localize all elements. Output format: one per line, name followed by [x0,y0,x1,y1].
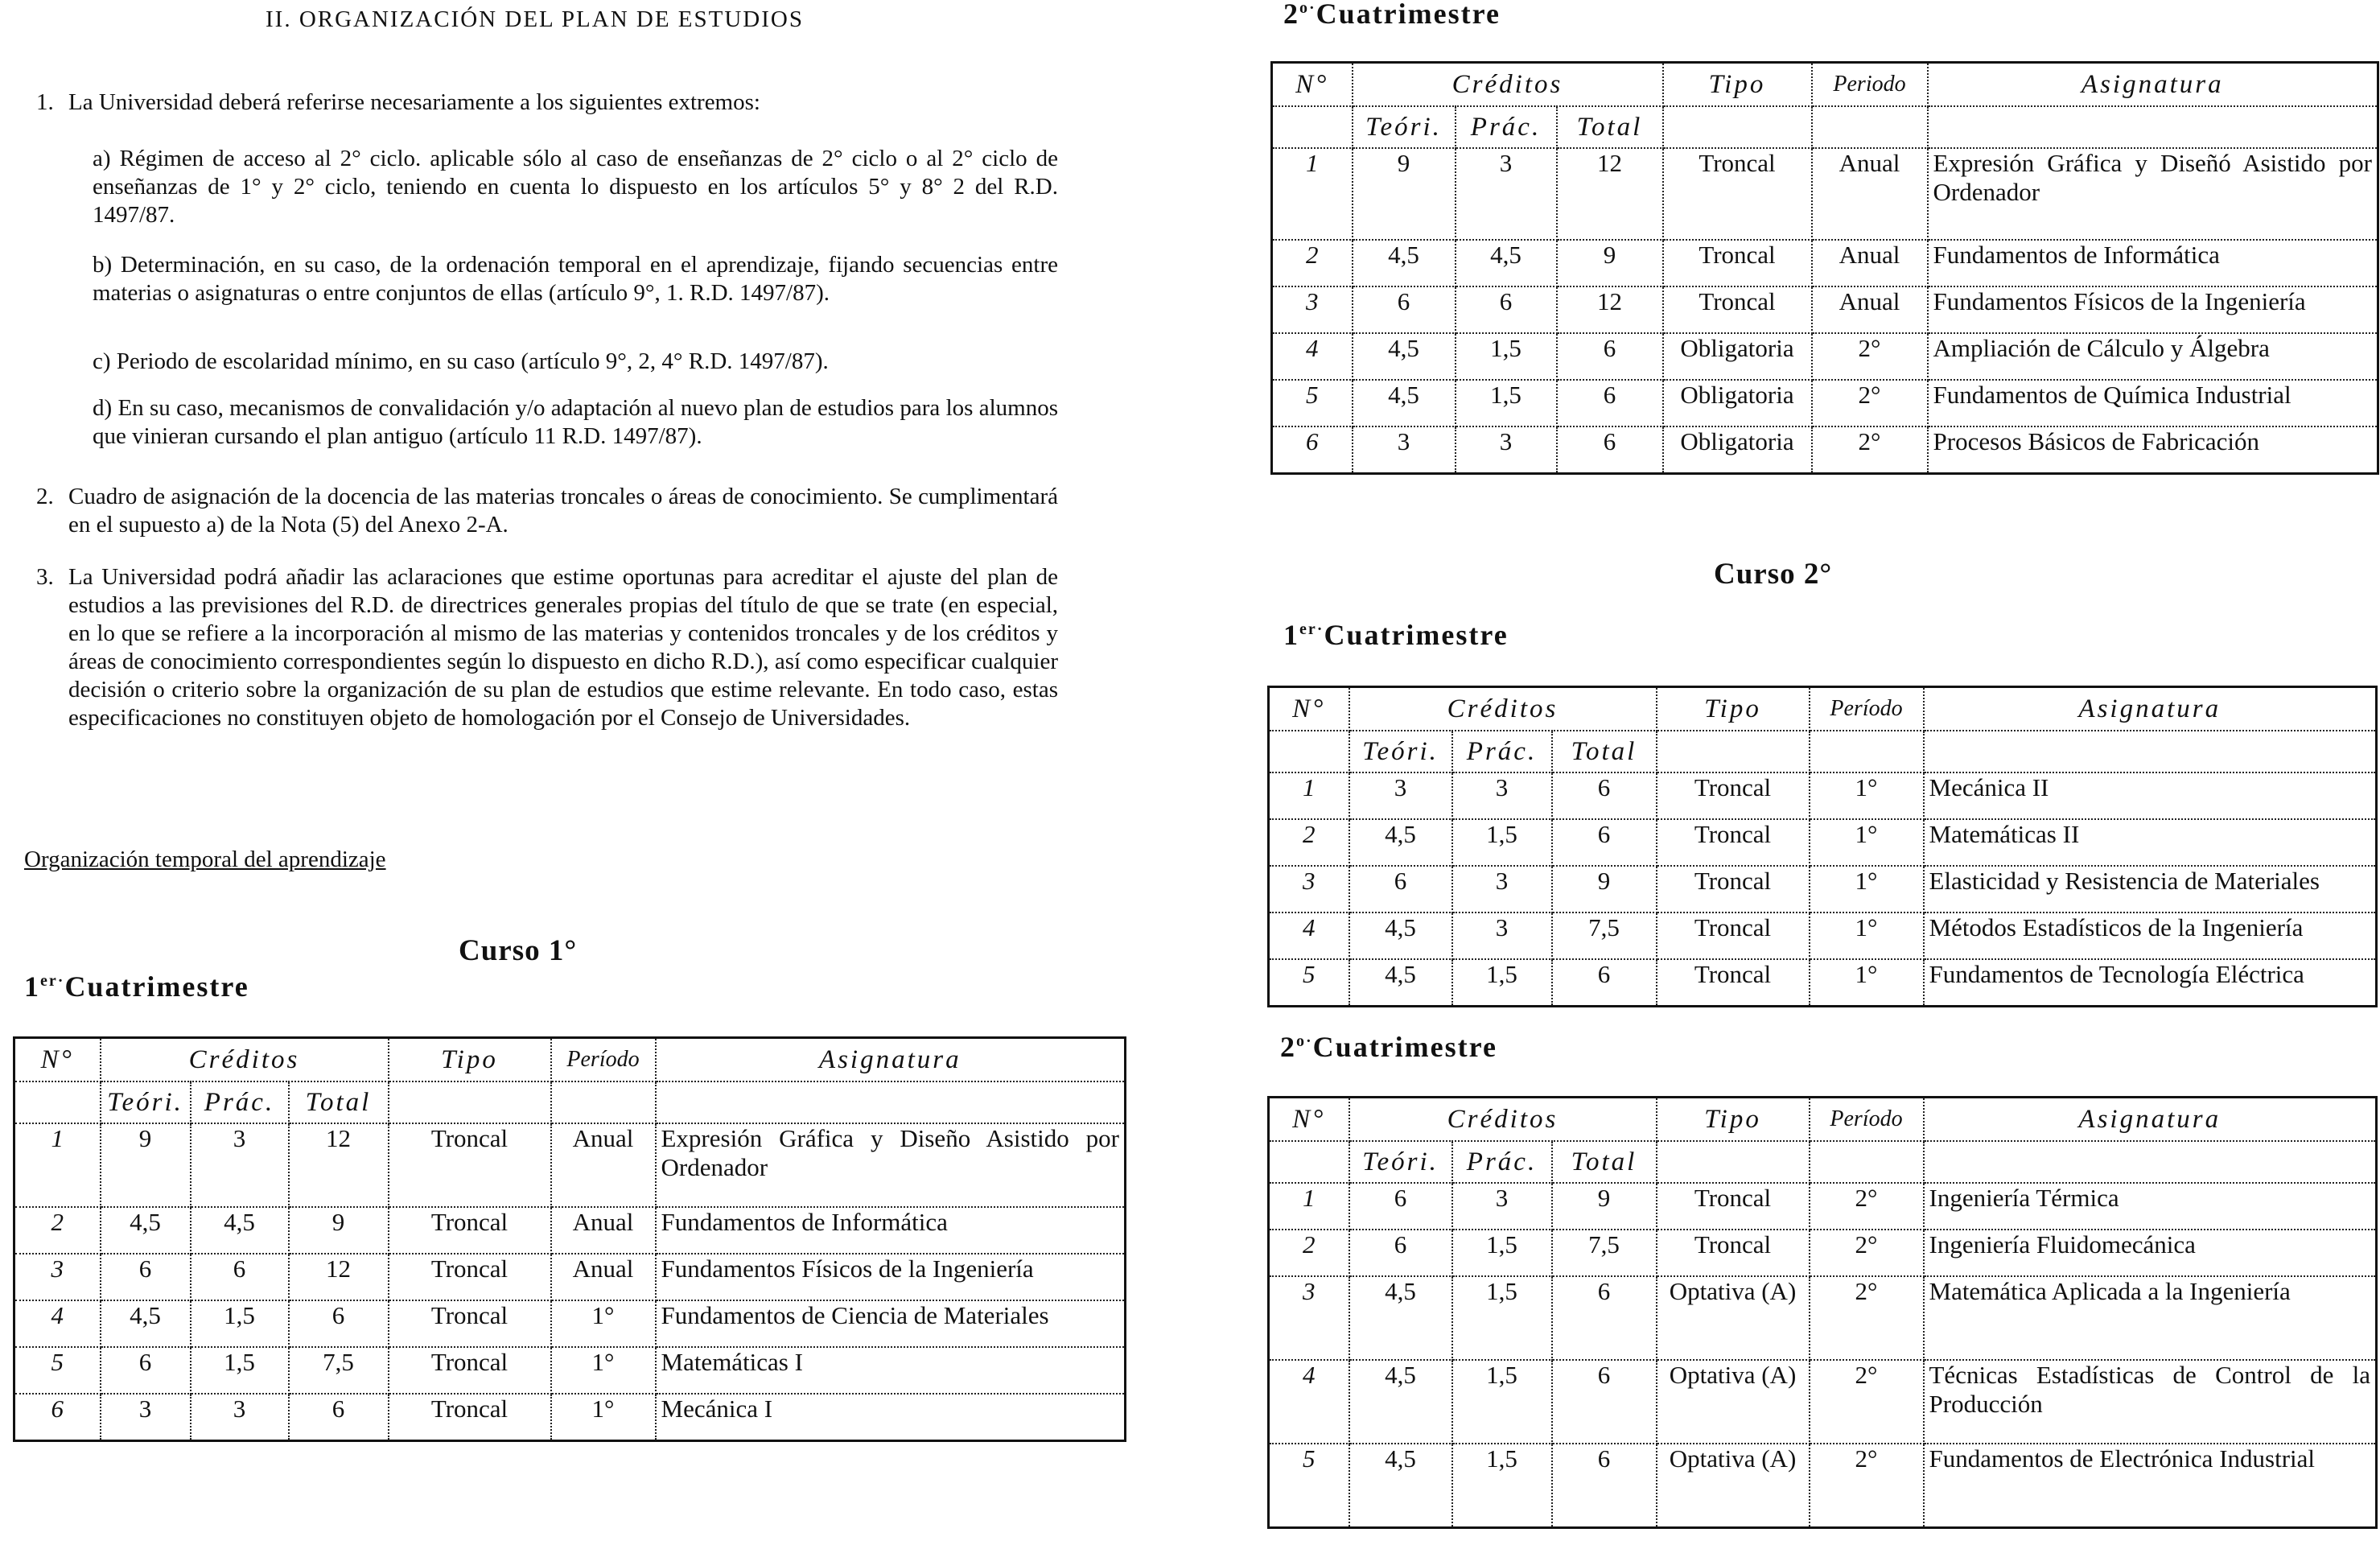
header-n: N° [1269,1098,1349,1142]
cell-n: 2 [14,1207,101,1254]
header-row [14,1038,1126,1082]
header-blank [1810,731,1924,772]
cell-periodo: Anual [551,1123,656,1207]
item-2 [36,483,1058,539]
table-row [1269,913,2377,959]
table-row [1272,240,2378,286]
header-tipo: Tipo [1657,1098,1810,1142]
table-row [1269,819,2377,866]
cell-prac: 1,5 [1456,380,1557,426]
cell-n: 1 [1269,1183,1349,1230]
cell-teori: 4,5 [1349,1360,1452,1444]
item-3 [36,563,1058,732]
cell-periodo: 2° [1810,1360,1924,1444]
table-row [1269,959,2377,1007]
cell-n: 2 [1269,819,1349,866]
cell-prac: 3 [1456,148,1557,240]
cell-n: 5 [1272,380,1353,426]
header-tipo: Tipo [1663,63,1812,107]
cell-periodo: 2° [1810,1230,1924,1276]
cell-total: 6 [289,1300,389,1347]
header-blank [1272,106,1353,148]
cell-asignatura: Expresión Gráfica y Diseñó Asistido por Ordenador [1928,148,2378,240]
header-blank [1657,1141,1810,1183]
cell-asignatura: Fundamentos de Informática [1928,240,2378,286]
subheader-row [1269,731,2377,772]
cell-tipo: Troncal [389,1254,551,1300]
cell-periodo: 2° [1812,333,1928,380]
cell-prac: 3 [1452,866,1552,913]
cell-tipo: Troncal [1657,1183,1810,1230]
table-row [1272,426,2378,474]
cell-periodo: Anual [551,1254,656,1300]
cell-prac: 3 [191,1123,289,1207]
table-row [1272,148,2378,240]
organizacion-link: Organización temporal del aprendizaje [24,847,386,872]
subheader-row [14,1081,1126,1123]
cell-tipo: Troncal [1657,866,1810,913]
cell-periodo: 1° [1810,913,1924,959]
cell-tipo: Troncal [389,1394,551,1441]
cell-tipo: Troncal [1657,819,1810,866]
header-blank [1924,1141,2377,1183]
table-row [1269,1360,2377,1444]
header-prac: Prác. [1456,106,1557,148]
cell-asignatura: Mecánica I [656,1394,1126,1441]
cell-prac: 6 [1456,286,1557,333]
cell-teori: 4,5 [1353,380,1456,426]
header-total: Total [1552,731,1657,772]
cell-periodo: 2° [1810,1183,1924,1230]
item-number: 1. [36,89,54,115]
cell-tipo: Troncal [1657,772,1810,819]
cell-tipo: Troncal [1663,286,1812,333]
cell-prac: 3 [1452,772,1552,819]
cell-tipo: Obligatoria [1663,380,1812,426]
cell-asignatura: Matemáticas II [1924,819,2377,866]
header-periodo: Período [1810,687,1924,731]
cell-prac: 3 [1456,426,1557,474]
cell-teori: 4,5 [1353,240,1456,286]
cell-asignatura: Procesos Básicos de Fabricación [1928,426,2378,474]
cell-n: 3 [1269,866,1349,913]
cell-asignatura: Elasticidad y Resistencia de Materiales [1924,866,2377,913]
cell-n: 4 [1269,913,1349,959]
cell-total: 6 [1552,819,1657,866]
cell-periodo: 2° [1812,380,1928,426]
cell-teori: 6 [1349,1230,1452,1276]
cell-periodo: Anual [1812,240,1928,286]
cell-prac: 1,5 [1452,1230,1552,1276]
header-teori: Teóri. [101,1081,191,1123]
cell-periodo: Anual [1812,286,1928,333]
header-asignatura: Asignatura [1928,63,2378,107]
cell-n: 4 [1272,333,1353,380]
cell-n: 5 [1269,1444,1349,1528]
header-asignatura: Asignatura [1924,1098,2377,1142]
header-blank [1269,731,1349,772]
cell-total: 6 [289,1394,389,1441]
cell-n: 5 [14,1347,101,1394]
header-creditos: Créditos [101,1038,389,1082]
cell-total: 9 [289,1207,389,1254]
cell-total: 9 [1557,240,1663,286]
header-asignatura: Asignatura [1924,687,2377,731]
header-row [1269,687,2377,731]
header-n: N° [1272,63,1353,107]
cell-teori: 4,5 [1349,913,1452,959]
cell-periodo: 1° [551,1394,656,1441]
cell-total: 7,5 [1552,913,1657,959]
cell-teori: 6 [1353,286,1456,333]
cell-asignatura: Matemáticas I [656,1347,1126,1394]
item-1 [36,89,1058,117]
cell-prac: 1,5 [191,1347,289,1394]
header-row [1272,63,2378,107]
cell-tipo: Troncal [389,1347,551,1394]
cell-prac: 3 [191,1394,289,1441]
cell-total: 6 [1552,772,1657,819]
header-creditos: Créditos [1353,63,1663,107]
item-1c: c) Periodo de escolaridad mínimo, en su caso (artículo 9°, 2, 4° R.D. 1497/87). [93,348,829,374]
cell-asignatura: Ampliación de Cálculo y Álgebra [1928,333,2378,380]
cell-asignatura: Fundamentos de Ciencia de Materiales [656,1300,1126,1347]
table-row [14,1207,1126,1254]
cell-prac: 1,5 [1452,819,1552,866]
header-blank [1924,731,2377,772]
table-row [1269,1276,2377,1360]
header-total: Total [1557,106,1663,148]
cell-total: 9 [1552,1183,1657,1230]
cell-periodo: 2° [1810,1276,1924,1360]
cell-total: 12 [289,1254,389,1300]
cell-asignatura: Expresión Gráfica y Diseño Asistido por Ordenador [656,1123,1126,1207]
header-blank [1663,106,1812,148]
cell-periodo: 1° [551,1347,656,1394]
cell-teori: 6 [1349,1183,1452,1230]
cell-asignatura: Mecánica II [1924,772,2377,819]
cell-asignatura: Fundamentos Físicos de la Ingeniería [1928,286,2378,333]
cell-total: 12 [1557,148,1663,240]
cell-asignatura: Fundamentos de Química Industrial [1928,380,2378,426]
header-teori: Teóri. [1349,1141,1452,1183]
cell-periodo: 1° [1810,866,1924,913]
table-row [14,1123,1126,1207]
cell-prac: 3 [1452,1183,1552,1230]
cell-total: 6 [1557,426,1663,474]
header-total: Total [1552,1141,1657,1183]
header-total: Total [289,1081,389,1123]
header-creditos: Créditos [1349,1098,1657,1142]
cell-total: 12 [1557,286,1663,333]
header-tipo: Tipo [1657,687,1810,731]
table-row [1272,286,2378,333]
cell-prac: 1,5 [1452,1444,1552,1528]
cell-n: 2 [1269,1230,1349,1276]
cell-periodo: 2° [1812,426,1928,474]
cell-teori: 4,5 [1349,959,1452,1007]
cell-teori: 3 [1353,426,1456,474]
header-blank [551,1081,656,1123]
cell-n: 4 [14,1300,101,1347]
table-curso1-cuat1 [13,1036,1126,1442]
table-row [1272,333,2378,380]
cell-teori: 4,5 [1353,333,1456,380]
cell-tipo: Obligatoria [1663,333,1812,380]
cell-teori: 6 [101,1347,191,1394]
item-1b: b) Determinación, en su caso, de la ordenación temporal en el aprendizaje, fijando secuencias entre materias o asignaturas o entre conjuntos de ellas (artículo 9°, 1. R.D. 1497/87). [93,252,1058,306]
cell-total: 7,5 [1552,1230,1657,1276]
table-row [1269,772,2377,819]
cell-tipo: Troncal [1663,148,1812,240]
header-blank [656,1081,1126,1123]
item-number: 2. [36,484,54,509]
header-blank [1269,1141,1349,1183]
cell-tipo: Troncal [389,1123,551,1207]
cell-periodo: 1° [1810,772,1924,819]
cell-total: 7,5 [289,1347,389,1394]
cell-n: 1 [14,1123,101,1207]
cell-teori: 9 [101,1123,191,1207]
cell-teori: 3 [101,1394,191,1441]
header-teori: Teóri. [1349,731,1452,772]
table-curso2-cuat1 [1267,686,2378,1007]
header-periodo: Periodo [1812,63,1928,107]
cell-tipo: Optativa (A) [1657,1276,1810,1360]
cell-n: 2 [1272,240,1353,286]
cell-prac: 1,5 [1452,1360,1552,1444]
cell-total: 6 [1557,333,1663,380]
cell-prac: 3 [1452,913,1552,959]
item-number: 3. [36,564,54,590]
curso1-cuat1-title: $1^{er\cdot}Cuatrimestre$ [24,970,249,1003]
cell-periodo: 1° [551,1300,656,1347]
cell-asignatura: Fundamentos de Informática [656,1207,1126,1254]
cell-tipo: Troncal [1663,240,1812,286]
item-text: La Universidad podrá añadir las aclaraciones que estime oportunas para acreditar el ajuste del plan de estudios a las previsiones del R.D. de directrices generales propias del título de que se trate (en especial, en lo que se refiere a la incorporación al mismo de las materias y contenidos troncales y de los créditos y áreas de conocimiento correspondientes según lo dispuesto en dicho R.D.), así como especificar cualquier decisión o criterio sobre la organización de su plan de estudios que estime relevante. En todo caso, estas especificaciones no constituyen objeto de homologación por el Consejo de Universidades. [68,564,1058,731]
cell-tipo: Troncal [389,1207,551,1254]
cell-prac: 1,5 [1452,959,1552,1007]
cell-n: 5 [1269,959,1349,1007]
cell-asignatura: Ingeniería Térmica [1924,1183,2377,1230]
table-row [1269,866,2377,913]
header-n: N° [14,1038,101,1082]
cell-total: 6 [1552,1444,1657,1528]
cell-n: 3 [1269,1276,1349,1360]
header-n: N° [1269,687,1349,731]
item-text: Cuadro de asignación de la docencia de las materias troncales o áreas de conocimiento. Se cumplimentará en el supuesto a) de la Nota (5) del Anexo 2-A. [68,484,1058,538]
cell-n: 1 [1272,148,1353,240]
cell-teori: 4,5 [1349,1276,1452,1360]
cell-periodo: 1° [1810,959,1924,1007]
subheader-row [1272,106,2378,148]
subheader-row [1269,1141,2377,1183]
cell-total: 6 [1552,1276,1657,1360]
table-curso2-cuat2 [1267,1096,2378,1529]
cell-teori: 4,5 [101,1300,191,1347]
cell-n: 3 [1272,286,1353,333]
header-prac: Prác. [191,1081,289,1123]
cell-teori: 6 [101,1254,191,1300]
table-row [14,1394,1126,1441]
curso-2-title: Curso 2° [1714,558,1833,591]
header-prac: Prác. [1452,1141,1552,1183]
header-blank [389,1081,551,1123]
cell-n: 4 [1269,1360,1349,1444]
header-creditos: Créditos [1349,687,1657,731]
cell-n: 6 [14,1394,101,1441]
cell-tipo: Optativa (A) [1657,1360,1810,1444]
cell-tipo: Optativa (A) [1657,1444,1810,1528]
cell-total: 12 [289,1123,389,1207]
item-1a: a) Régimen de acceso al 2° ciclo. aplicable sólo al caso de enseñanzas de 2° ciclo o al 2° ciclo de enseñanzas de 1° y 2° ciclo, teniendo en cuenta lo dispuesto en los artículos 5° y 8° 2 del R.D. 1497/87. [93,146,1058,228]
cell-teori: 6 [1349,866,1452,913]
cell-asignatura: Ingeniería Fluidomecánica [1924,1230,2377,1276]
header-blank [1928,106,2378,148]
header-teori: Teóri. [1353,106,1456,148]
cell-tipo: Troncal [1657,913,1810,959]
cell-total: 9 [1552,866,1657,913]
cell-periodo: 2° [1810,1444,1924,1528]
item-text: La Universidad deberá referirse necesariamente a los siguientes extremos: [68,89,760,115]
header-row [1269,1098,2377,1142]
cell-teori: 4,5 [101,1207,191,1254]
cell-total: 6 [1552,959,1657,1007]
cell-total: 6 [1552,1360,1657,1444]
header-blank [1810,1141,1924,1183]
cell-asignatura: Métodos Estadísticos de la Ingeniería [1924,913,2377,959]
cell-asignatura: Técnicas Estadísticas de Control de la Producción [1924,1360,2377,1444]
cell-prac: 4,5 [191,1207,289,1254]
curso1-cuat2-title: $2^{o\cdot}Cuatrimestre$ [1283,0,1501,30]
table-row [1269,1444,2377,1528]
cell-n: 1 [1269,772,1349,819]
table-row [1269,1230,2377,1276]
cell-prac: 1,5 [191,1300,289,1347]
table-row [14,1254,1126,1300]
cell-teori: 3 [1349,772,1452,819]
header-periodo: Período [551,1038,656,1082]
cell-tipo: Troncal [1657,1230,1810,1276]
cell-prac: 4,5 [1456,240,1557,286]
cell-total: 6 [1557,380,1663,426]
header-tipo: Tipo [389,1038,551,1082]
cell-tipo: Troncal [1657,959,1810,1007]
curso-1-title: Curso 1° [459,934,578,967]
cell-asignatura: Fundamentos de Tecnología Eléctrica [1924,959,2377,1007]
section-heading: II. ORGANIZACIÓN DEL PLAN DE ESTUDIOS [266,6,804,32]
table-row [14,1347,1126,1394]
cell-asignatura: Matemática Aplicada a la Ingeniería [1924,1276,2377,1360]
cell-periodo: 1° [1810,819,1924,866]
cell-n: 6 [1272,426,1353,474]
cell-prac: 6 [191,1254,289,1300]
header-prac: Prác. [1452,731,1552,772]
cell-teori: 9 [1353,148,1456,240]
cell-teori: 4,5 [1349,1444,1452,1528]
item-1d: d) En su caso, mecanismos de convalidación y/o adaptación al nuevo plan de estudios para los alumnos que vinieran cursando el plan antiguo (artículo 11 R.D. 1497/87). [93,395,1058,449]
header-periodo: Período [1810,1098,1924,1142]
cell-prac: 1,5 [1452,1276,1552,1360]
cell-asignatura: Fundamentos de Electrónica Industrial [1924,1444,2377,1528]
cell-periodo: Anual [551,1207,656,1254]
table-row [14,1300,1126,1347]
curso2-cuat2-title: $2^{o\cdot}Cuatrimestre$ [1280,1031,1497,1063]
header-blank [14,1081,101,1123]
curso2-cuat1-title: $1^{er\cdot}Cuatrimestre$ [1283,619,1509,651]
cell-asignatura: Fundamentos Físicos de la Ingeniería [656,1254,1126,1300]
header-blank [1657,731,1810,772]
header-asignatura: Asignatura [656,1038,1126,1082]
cell-n: 3 [14,1254,101,1300]
cell-periodo: Anual [1812,148,1928,240]
cell-tipo: Obligatoria [1663,426,1812,474]
table-curso1-cuat2 [1270,61,2379,475]
cell-tipo: Troncal [389,1300,551,1347]
cell-teori: 4,5 [1349,819,1452,866]
cell-prac: 1,5 [1456,333,1557,380]
table-row [1272,380,2378,426]
table-row [1269,1183,2377,1230]
header-blank [1812,106,1928,148]
